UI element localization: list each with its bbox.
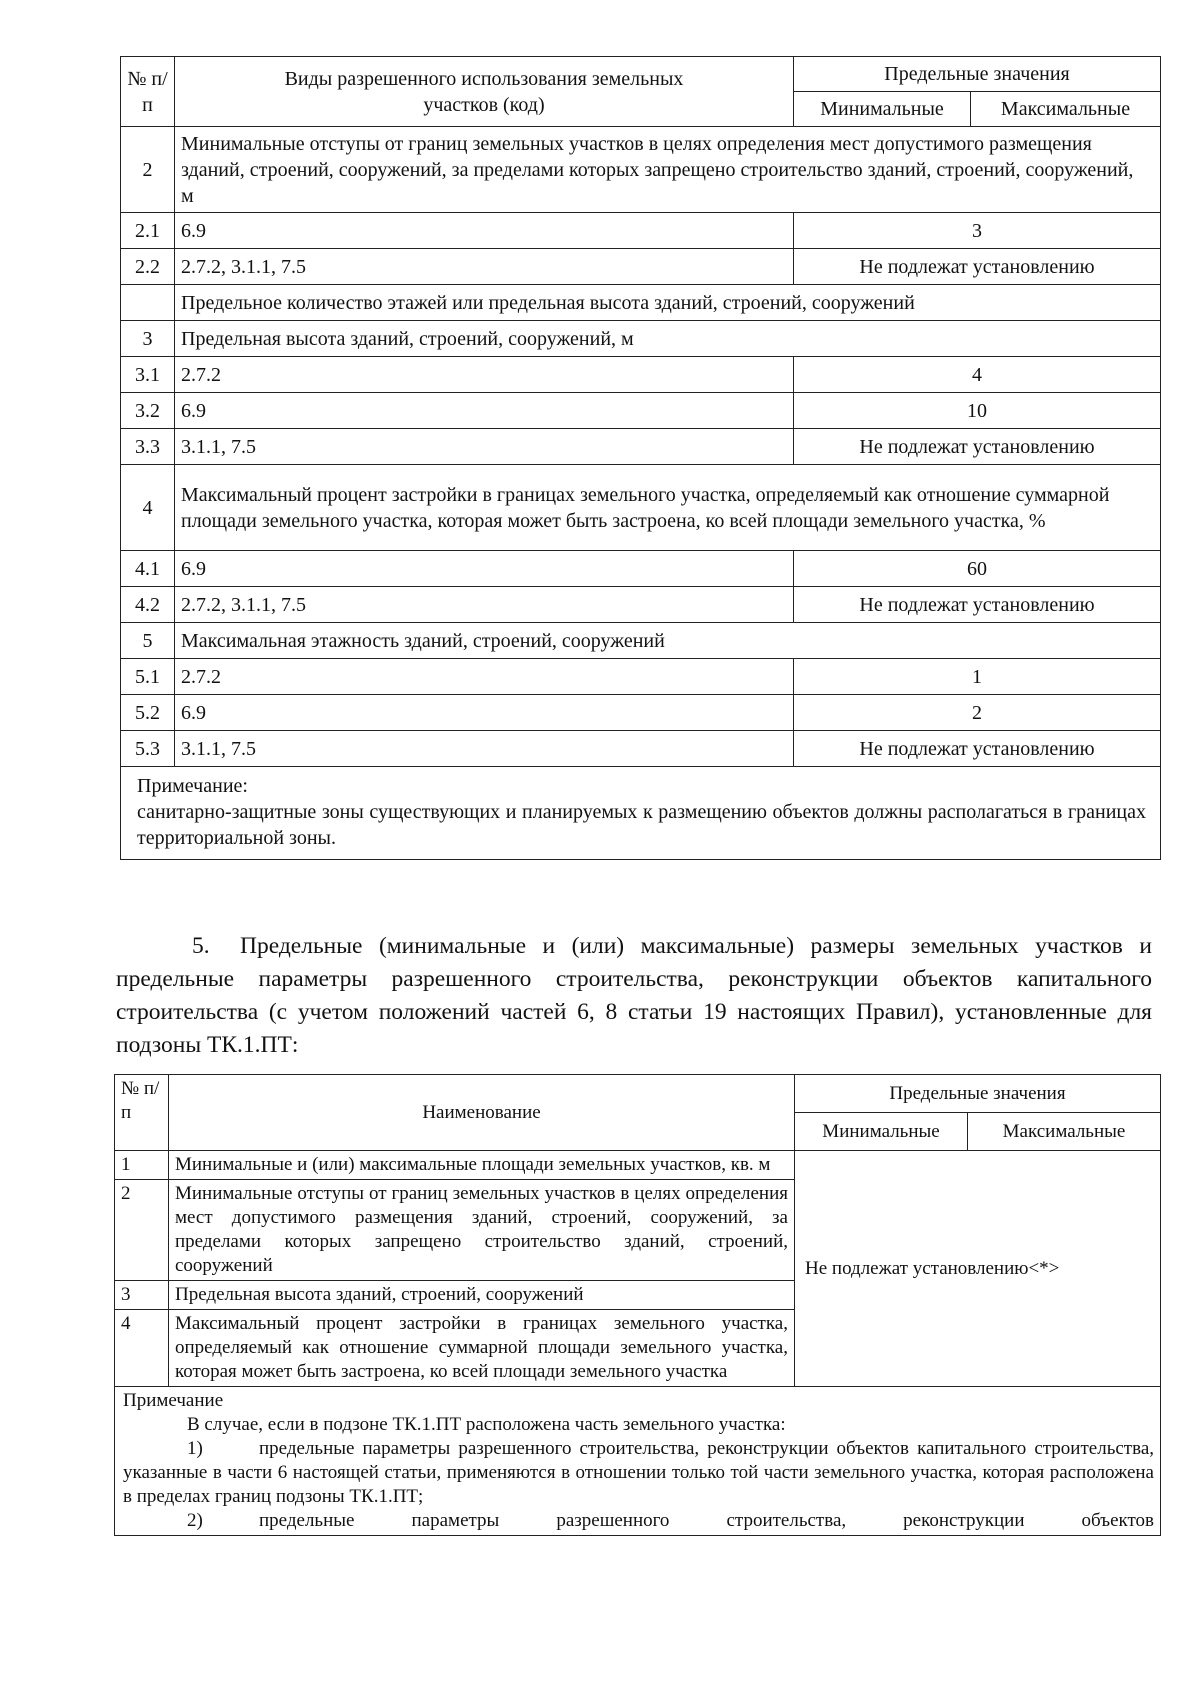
limits-table-1 — [120, 56, 1161, 860]
table-row: 3 Предельная высота зданий, строений, сооружений — [115, 1281, 1161, 1310]
note-title: Примечание: — [137, 775, 248, 797]
header-num: № п/п — [115, 1075, 169, 1151]
note-intro: В случае, если в подзоне ТК.1.ПТ расположена часть земельного участка: — [187, 1414, 786, 1435]
table-row: 1 Минимальные и (или) максимальные площади земельных участков, кв. м Не подлежат установлению<*> — [115, 1151, 1161, 1180]
header-limits: Предельные значения — [795, 1075, 1161, 1113]
table-row: 4.2 2.7.2, 3.1.1, 7.5 Не подлежат установлению — [121, 587, 1161, 623]
paragraph-text: Предельные (минимальные и (или) максимальные) размеры земельных участков и предельные параметры разрешенного строительства, реконструкции объектов капитального строительства (с учетом положений частей 6, 8 статьи 19 настоящих Правил), установленные для подзоны ТК.1.ПТ: — [116, 933, 1152, 1058]
section-paragraph — [116, 930, 1152, 1062]
header-name: Наименование — [169, 1075, 795, 1151]
table-row: 5.1 2.7.2 1 — [121, 659, 1161, 695]
header-num: № п/п — [121, 57, 175, 127]
header-max: Максимальные — [968, 1113, 1161, 1151]
table-row: 4 Максимальный процент застройки в границах земельного участка, определяемый как отношение суммарной площади земельного участка, которая может быть застроена, ко всей площади земельного участка, % — [121, 465, 1161, 551]
header-min: Минимальные — [794, 92, 971, 127]
note-item: 1) предельные параметры разрешенного строительства, реконструкции объектов капитального строительства, указанные в части 6 настоящей статьи, применяются в отношении только той части земельного участка, которая расположена в пределах границ подзоны ТК.1.ПТ; — [123, 1438, 1154, 1507]
table-row: 3.2 6.9 10 — [121, 393, 1161, 429]
table-note — [121, 767, 1161, 860]
table-row: 5.2 6.9 2 — [121, 695, 1161, 731]
header-max: Максимальные — [971, 92, 1161, 127]
header-limits: Предельные значения — [794, 57, 1161, 92]
header-types: Виды разрешенного использования земельных участков (код) — [175, 57, 794, 127]
table-row: 4.1 6.9 60 — [121, 551, 1161, 587]
table-row: 3.3 3.1.1, 7.5 Не подлежат установлению — [121, 429, 1161, 465]
table-row: Предельное количество этажей или предельная высота зданий, строений, сооружений — [121, 285, 1161, 321]
table-row: 5 Максимальная этажность зданий, строений, сооружений — [121, 623, 1161, 659]
table-row: 3.1 2.7.2 4 — [121, 357, 1161, 393]
table-row: 4 Максимальный процент застройки в границах земельного участка, определяемый как отношение суммарной площади земельного участка, которая может быть застроена, ко всей площади земельного участка — [115, 1310, 1161, 1387]
note-title: Примечание — [123, 1390, 224, 1411]
table-row: 2.1 6.9 3 — [121, 213, 1161, 249]
note-text: санитарно-защитные зоны существующих и планируемых к размещению объектов должны располагаться в границах территориальной зоны. — [137, 801, 1147, 849]
table-row: 3 Предельная высота зданий, строений, сооружений, м — [121, 321, 1161, 357]
table-row: 2 Минимальные отступы от границ земельных участков в целях определения мест допустимого размещения зданий, строений, сооружений, за пределами которых запрещено строительство зданий, строений, сооружений, м — [121, 127, 1161, 213]
table-note — [115, 1387, 1161, 1536]
table-row: 2.2 2.7.2, 3.1.1, 7.5 Не подлежат установлению — [121, 249, 1161, 285]
header-min: Минимальные — [795, 1113, 968, 1151]
paragraph-number: 5. — [192, 933, 210, 959]
table-row: 5.3 3.1.1, 7.5 Не подлежат установлению — [121, 731, 1161, 767]
note-item: 2) предельные параметры разрешенного строительства, реконструкции объектов — [187, 1510, 1154, 1531]
limits-table-2 — [114, 1074, 1161, 1536]
table-row: 2 Минимальные отступы от границ земельных участков в целях определения мест допустимого размещения зданий, строений, сооружений, за пределами которых запрещено строительство зданий, строений, сооружений — [115, 1180, 1161, 1281]
merged-value: Не подлежат установлению<*> — [795, 1151, 1161, 1387]
